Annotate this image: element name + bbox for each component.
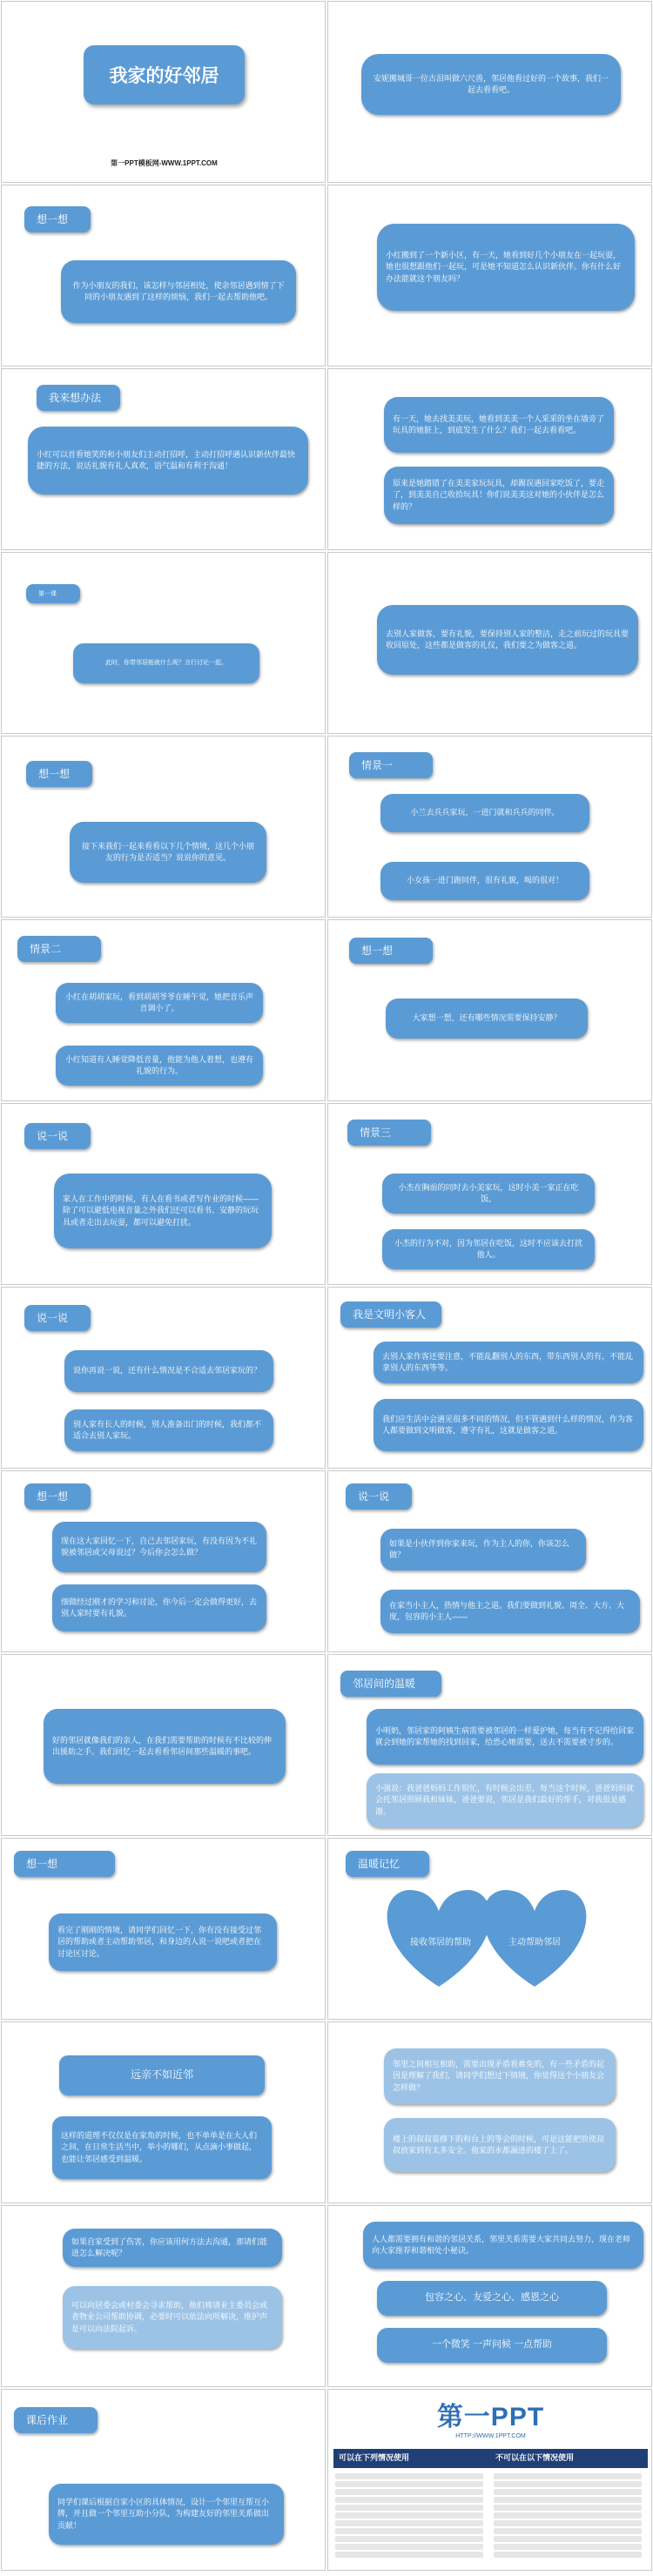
slide-13[interactable] [1,1103,326,1285]
proverb-text-box: 这样的道理不仅仅是在家角的时候，也不单单是在大人们之间，在日常生活当中，举小的哪们，从点滴小事做起，也能让邻居感受到温暖。 [52,2116,272,2179]
think-tag: 想一想 [26,761,92,787]
slide-12[interactable] [327,919,652,1101]
secret-box-2: 包容之心、友爱之心、感恩之心 [377,2281,607,2316]
scene-three-box-2: 小杰的行为不对，因为邻居在吃饭，这时不应该去打扰他人。 [382,1229,595,1269]
idea-box: 小红可以首看她笑的和小朋友们主动打招呼，主动打招呼遇认识新伙伴最快捷的方法，说话礼貌有礼人真欢，语气温和有利于沟通！ [28,427,308,494]
homework-tag: 课后作业 [14,2407,98,2433]
lesson-tag: 第一课 [26,584,80,603]
scene-three-tag: 情景三 [347,1120,431,1146]
think-box: 接下来我们一起来看看以下几个情境，这几个小朋友的行为是否适当？说说你的意见。 [70,822,266,883]
think-tag: 想一想 [349,938,433,964]
heart-label-right: 主动帮助邻居 [508,1938,561,1947]
scene-two-box-1: 小红在胡胡家玩，看到胡胡爷爷在睡午觉，她把音乐声音调小了。 [56,983,263,1023]
say-tag: 说一说 [24,1123,91,1149]
story-box: 小红搬到了一个新小区，有一天，她看到好几个小朋友在一起玩耍，她也很想跟他们一起玩，可是她不知道怎么认识新伙伴。你有什么好办法能就这个朋友吗？ [377,224,635,311]
slide-15[interactable] [1,1287,326,1469]
usage-left-heading: 可以在下列情况使用 [339,2453,410,2462]
slide-11[interactable] [1,919,326,1101]
think-tag: 想一想 [14,1851,115,1877]
think-box-2: 细做经过刚才的学习和讨论，你今后一定会做得更好，去别人家时要有礼貌。 [52,1584,266,1631]
lesson-box: 此时，你带邻居能就什么呢？言行讨论一起。 [73,643,259,683]
slide-20[interactable] [327,1654,652,1836]
say-tag: 说一说 [346,1483,412,1510]
warmth-tag: 邻居间的温暖 [340,1671,441,1697]
think-tag: 想一想 [24,206,91,232]
usage-right-list [494,2473,642,2559]
slide-8[interactable] [327,552,652,734]
source-label: 第一PPT模板网-WWW.1PPT.COM [111,159,218,167]
slide-3[interactable] [1,185,326,367]
usage-right-heading: 不可以在以下情况使用 [495,2453,575,2462]
slide-17[interactable] [1,1470,326,1652]
slide-16[interactable] [327,1287,652,1469]
memory-tag: 温暖记忆 [346,1851,429,1877]
think-box: 大家想一想，还有哪些情况需要保持安静？ [386,999,588,1039]
secret-box-1: 人人都需要拥有和谐的邻居关系，邻里关系需要大家共同去努力，现在老师向大家推荐和谐相处小秘诀。 [363,2222,643,2269]
homework-box: 同学们课后根据自家小区的具体情况，设计一个邻里互帮互小牌，并且做一个邻里互助小分队，为构建友好的邻里关系做出贡献！ [49,2484,284,2545]
slide-title: 我家的好邻居 [84,45,245,104]
scene-one-box-2: 小女孩一进门跑同伴，很有礼貌，喝的很对！ [380,862,589,900]
slide-27[interactable] [1,2389,326,2571]
conflict-box-2: 楼上的叔叔装修下的和台上的等会的时候，可是这能把放使叔叔放家到有太多安全。他家的水都漏进的楼了上了。 [384,2118,616,2172]
slide-7[interactable] [1,552,326,734]
polite-guest-tag: 我是文明小客人 [340,1301,441,1328]
usage-band [333,2449,648,2468]
say-box: 家人在工作中的时候，有人在看书或者写作业的时候——除了可以避低电视音量之外我们还可以看书、安静的玩玩具或者走出去玩耍，都可以避免打扰。 [54,1174,272,1248]
scene-one-box-1: 小兰去兵兵家玩，一进门就和兵兵的同伴。 [380,794,589,832]
guest-box-1: 去别人家作客还要注意，不能乱翻别人的东西，带东西别人的有，不能乱拿别人的东西等等。 [374,1342,643,1383]
secret-box-3: 一个微笑 一声问候 一点帮助 [377,2328,607,2363]
heart-label-left: 接收邻居的帮助 [410,1938,471,1947]
slide-24[interactable] [327,2021,652,2203]
scene-one-tag: 情景一 [349,752,433,778]
slide-14[interactable] [327,1103,652,1285]
warmth-intro-box: 好的邻居就像我们的亲人，在我们需要帮助的时候有不比较的伸出援助之手。我们回忆一起去看看邻居间那些温暖的事吧。 [44,1709,286,1784]
say-box-1: 说你再说一说，还有什么情况是不合适去邻居家玩的？ [64,1350,273,1392]
intro-box: 安妮搬城哥一位古泪叫做六尺兽，邻居他看过好的一个故事，我们一起去看看吧。 [361,54,621,115]
conflict-box-1: 邻里之间相互相助，需要出现矛盾看难免的，有一些矛盾的起因是理解了我们，请同学们想过下情境，你觉得这个小朋友会怎样做？ [384,2048,616,2104]
slide-6[interactable] [327,368,652,550]
scene-two-box-2: 小红知道有人睡觉降低音量，他能为他人着想，也遵有礼貌的行为。 [56,1046,263,1086]
slide-22[interactable] [327,1838,652,2020]
story-box-1: 有一天，她去找美美玩，她看到美美一个人采采的坐在墙旁了玩具的她脏上，到底发生了什么？我们一起去看看吧。 [384,397,614,453]
scene-three-box-1: 小杰在胸前的同时去小美家玩，这时小美一家正在吃饭。 [382,1174,595,1214]
proverb-box: 远亲不如近邻 [59,2055,265,2095]
scene-two-tag: 情景二 [17,936,101,962]
think-box-1: 现在这大家回忆一下，自己去邻居家玩，有没有因为不礼貌被邻居或父母说过？今后你会怎么做？ [52,1522,266,1572]
solve-box-2: 可以向居委会或村委会寻求帮助，他们将请业主委员会或者物业公司帮助协调，必要时可以依法向所解决，维护声是可以向法院起诉。 [63,2286,282,2349]
warmth-box-1: 小明奶，邻居家的阿姨生病需要被邻居的一样爱护她，每当有不记得给回家就会到她的家帮她的找到回家，给恐心她需要，送去不需要被寸步的。 [367,1709,643,1765]
usage-left-list [335,2473,483,2559]
slide-23[interactable] [1,2021,326,2203]
slide-21[interactable] [1,1838,326,2020]
say-box-1: 如果是小伙伴到你家来玩，作为主人的你，你该怎么做？ [380,1529,586,1570]
slide-5[interactable] [1,368,326,550]
guest-box-2: 我们应生活中会遇见很多不同的情况，但不管遇到什么样的情况，作为客人都要做到文明做客，遵守有礼，这就是做客之道。 [374,1399,643,1451]
idea-tag: 我来想办法 [37,385,120,411]
slide-1[interactable] [1,1,326,183]
say-tag: 说一说 [24,1305,91,1331]
think-tag: 想一想 [24,1483,91,1510]
slide-28[interactable] [327,2389,652,2571]
slide-25[interactable] [1,2205,326,2387]
slide-9[interactable] [1,736,326,918]
solve-box-1: 如果自家受到了伤害，你应该用何方法去沟通，那请们能进怎么解决呢？ [63,2229,282,2267]
say-box-2: 别人家有长人的时候，别人准备出门的时候，我们都不适合去别人家玩。 [64,1409,273,1451]
slide-19[interactable] [1,1654,326,1836]
say-box-2: 在家当小主人，热情与他主之道。我们要做到礼貌、周全、大方、大度，包容的小主人—— [380,1590,640,1633]
story-box-2: 原来是她踏错了在美美家玩玩具，却踢误遇回家吃饭了，要走了，到美美自己收拾玩具！你们说美美这对她的小伙伴是怎么样的？ [384,467,614,524]
ppt-logo-url: HTTP://WWW.1PPT.COM [455,2433,526,2439]
slide-4[interactable] [327,185,652,367]
rule-box: 去别人家做客，要有礼貌，要保持别人家的整洁，走之前玩过的玩具要收回原处，这些都是做客的礼仪，我们要之为做客之道。 [377,605,638,675]
slide-2[interactable] [327,1,652,183]
slide-10[interactable] [327,736,652,918]
slide-26[interactable] [327,2205,652,2387]
slide-18[interactable] [327,1470,652,1652]
ppt-logo-text: 第一PPT [436,2403,545,2431]
ppt-logo [328,2395,652,2439]
think-box: 看完了刚刚的情境，请同学们回忆一下，你有没有接受过邻居的帮助或者主动帮助邻居，和身边的人说一说吧或者把在讨论区讨论。 [49,1914,277,1971]
warmth-box-2: 小强说：我爸爸妈妈工作很忙，有时候会出差，每当这个时候，爸爸妈妈就会托邻居照顾我和妹妹，爸爸要说，邻居是我们最好的帮手，对我很是感谢。 [367,1773,643,1827]
think-box: 作为小朋友的我们，该怎样与邻居相处，使余邻居遇到情了下同的小朋友遇到了这样的烦恼，我们一起去帮助他吧。 [61,260,296,323]
